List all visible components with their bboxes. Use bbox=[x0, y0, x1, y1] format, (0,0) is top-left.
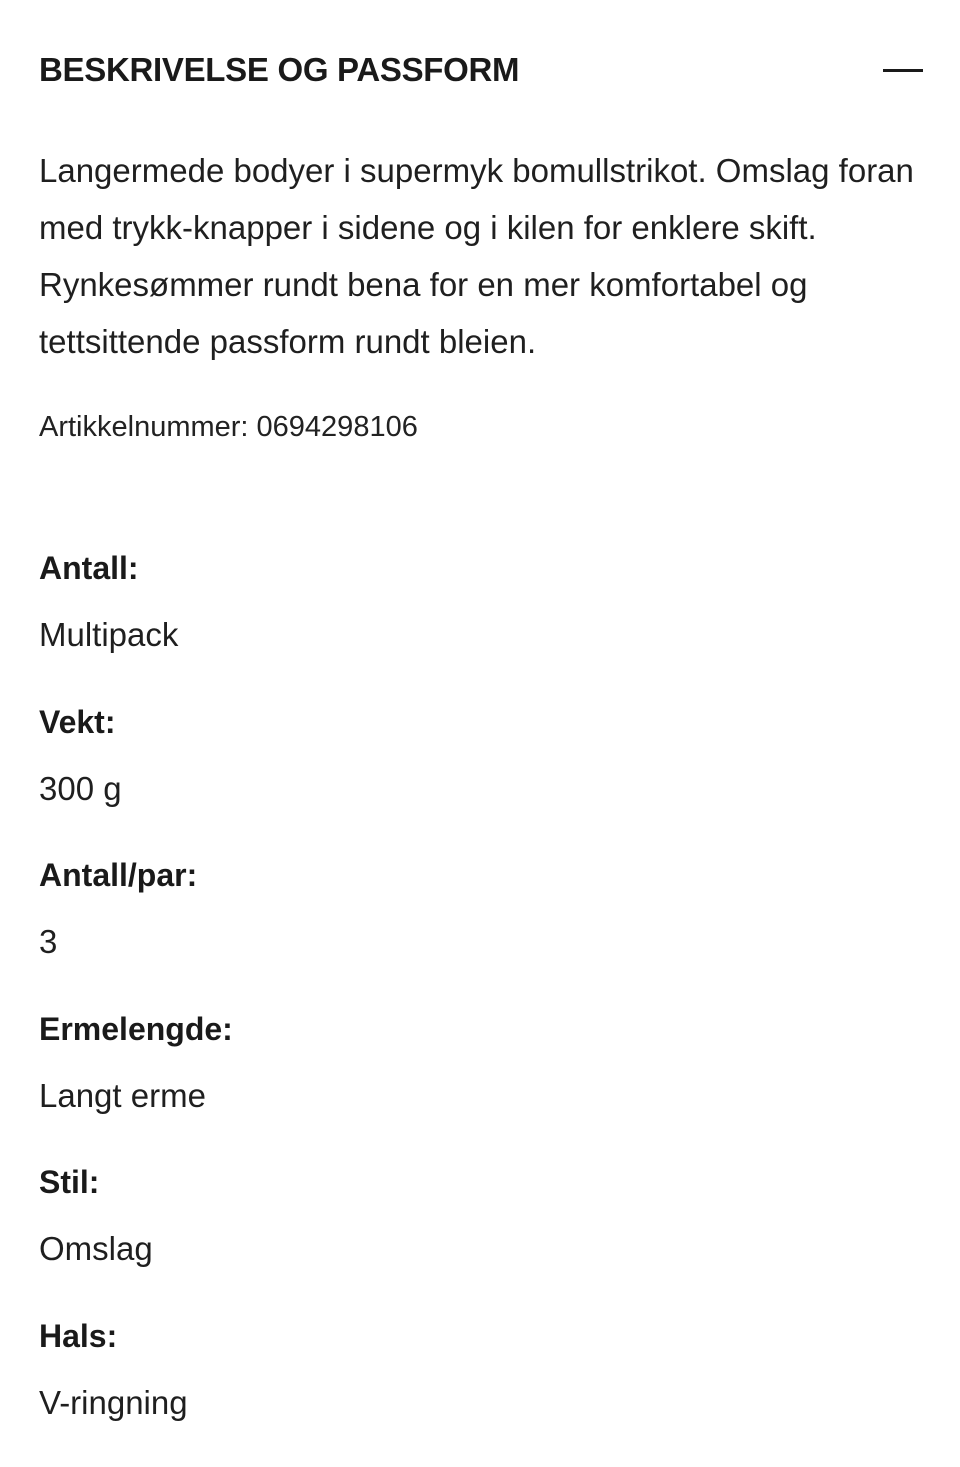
attribute-weight bbox=[39, 700, 919, 854]
attribute-style bbox=[39, 1160, 919, 1314]
attribute-value: Multipack bbox=[39, 614, 178, 656]
product-description: Langermede bodyer i supermyk bomullstrikot. Omslag foran med trykk-knapper i sidene og i kilen for enklere skift. Rynkesømmer rundt bena for en mer komfortabel og tettsittende passform rundt bleien. bbox=[39, 142, 924, 370]
attribute-label: Stil: bbox=[39, 1160, 99, 1204]
accordion-header[interactable] bbox=[39, 48, 921, 92]
attribute-label: Hals: bbox=[39, 1314, 117, 1358]
attribute-value: Omslag bbox=[39, 1228, 153, 1270]
section-title: BESKRIVELSE OG PASSFORM bbox=[39, 51, 519, 89]
product-attributes bbox=[39, 546, 919, 1467]
attribute-value: 3 bbox=[39, 921, 57, 963]
article-number: Artikkelnummer: 0694298106 bbox=[39, 407, 418, 447]
attribute-value: 300 g bbox=[39, 768, 122, 810]
attribute-value: V-ringning bbox=[39, 1382, 188, 1424]
attribute-pairs bbox=[39, 853, 919, 1007]
minus-icon[interactable] bbox=[883, 55, 923, 85]
attribute-label: Antall/par: bbox=[39, 853, 197, 897]
attribute-quantity bbox=[39, 546, 919, 700]
attribute-label: Ermelengde: bbox=[39, 1007, 233, 1051]
attribute-sleeve-length bbox=[39, 1007, 919, 1161]
attribute-value: Langt erme bbox=[39, 1075, 206, 1117]
attribute-label: Antall: bbox=[39, 546, 139, 590]
attribute-neckline bbox=[39, 1314, 919, 1467]
attribute-label: Vekt: bbox=[39, 700, 115, 744]
